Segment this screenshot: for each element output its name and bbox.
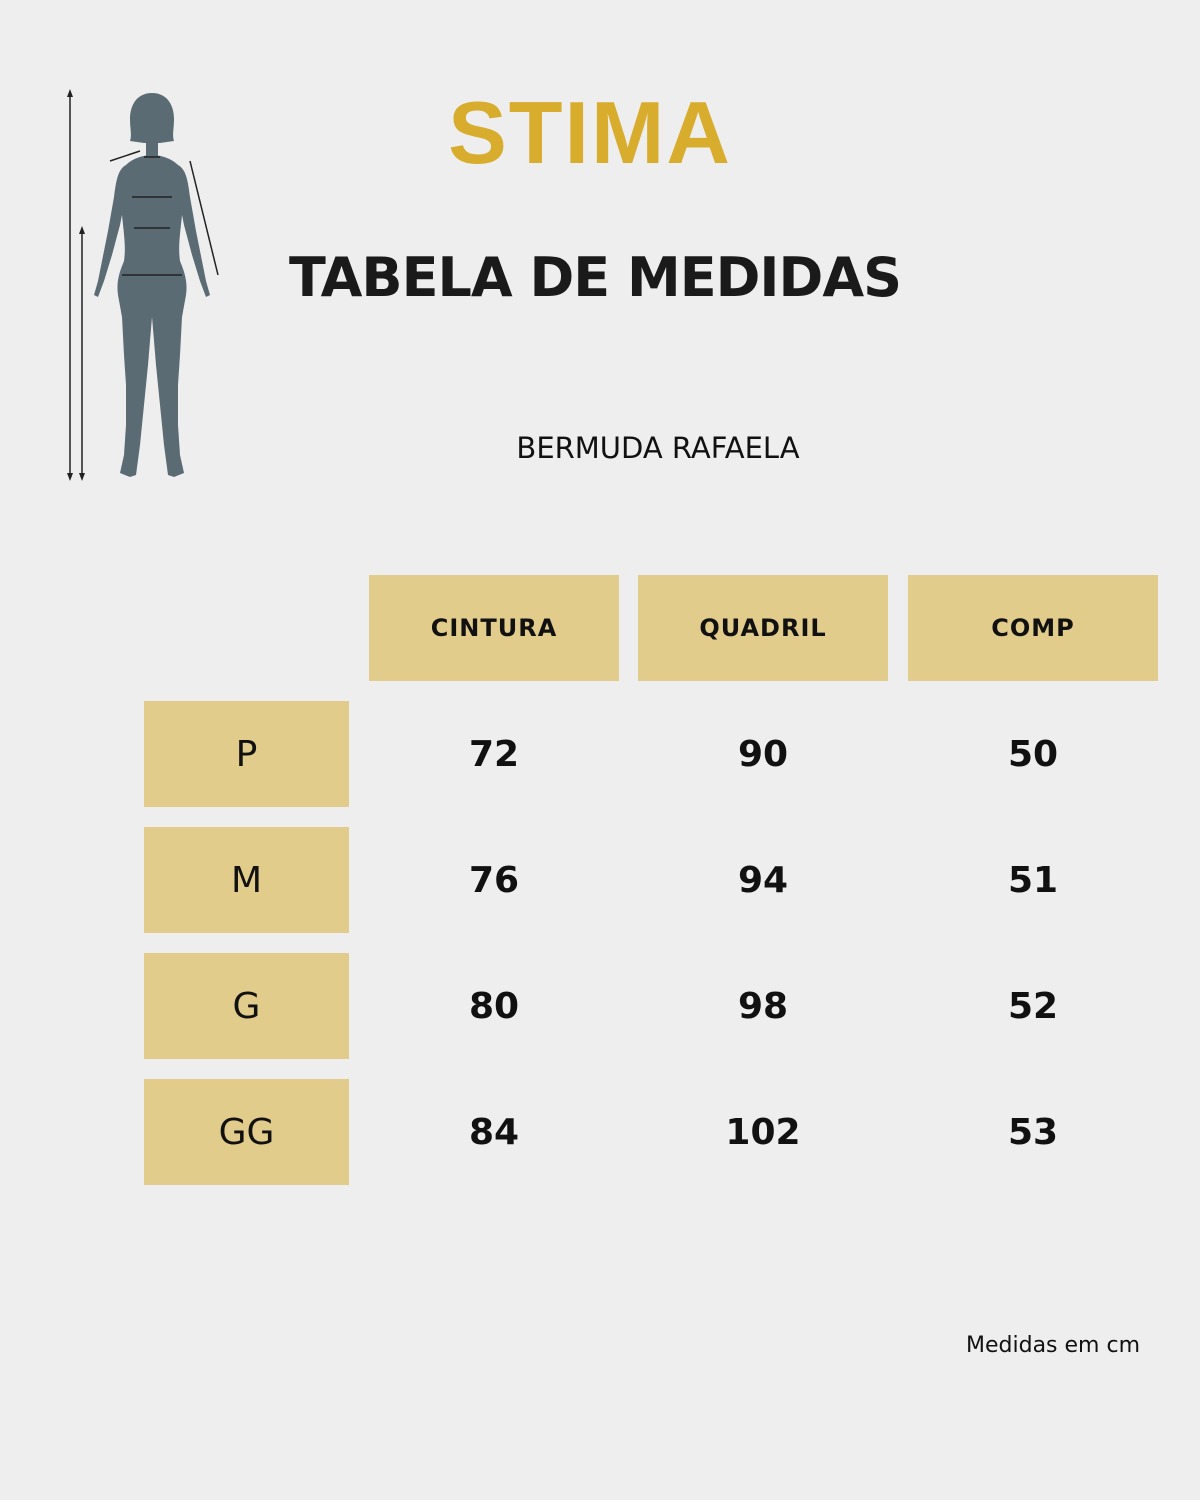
units-note: Medidas em cm [966,1333,1140,1358]
body-measurement-icon [60,85,230,485]
table-cell: 76 [468,859,520,901]
size-label: GG [144,1079,349,1185]
page-title: TABELA DE MEDIDAS [288,246,902,309]
column-header-comp: COMP [908,575,1158,681]
table-cell: 98 [737,985,789,1027]
brand-logo: STIMA [448,83,732,182]
table-cell: 102 [725,1111,801,1153]
size-label: M [144,827,349,933]
size-label: P [144,701,349,807]
product-name: BERMUDA RAFAELA [516,431,800,465]
table-cell: 52 [1007,985,1059,1027]
table-cell: 90 [737,733,789,775]
table-cell: 51 [1007,859,1059,901]
column-header-quadril: QUADRIL [638,575,888,681]
table-cell: 53 [1007,1111,1059,1153]
column-header-cintura: CINTURA [369,575,619,681]
size-label: G [144,953,349,1059]
table-cell: 84 [468,1111,520,1153]
table-cell: 94 [737,859,789,901]
table-cell: 80 [468,985,520,1027]
table-cell: 72 [468,733,520,775]
table-cell: 50 [1007,733,1059,775]
